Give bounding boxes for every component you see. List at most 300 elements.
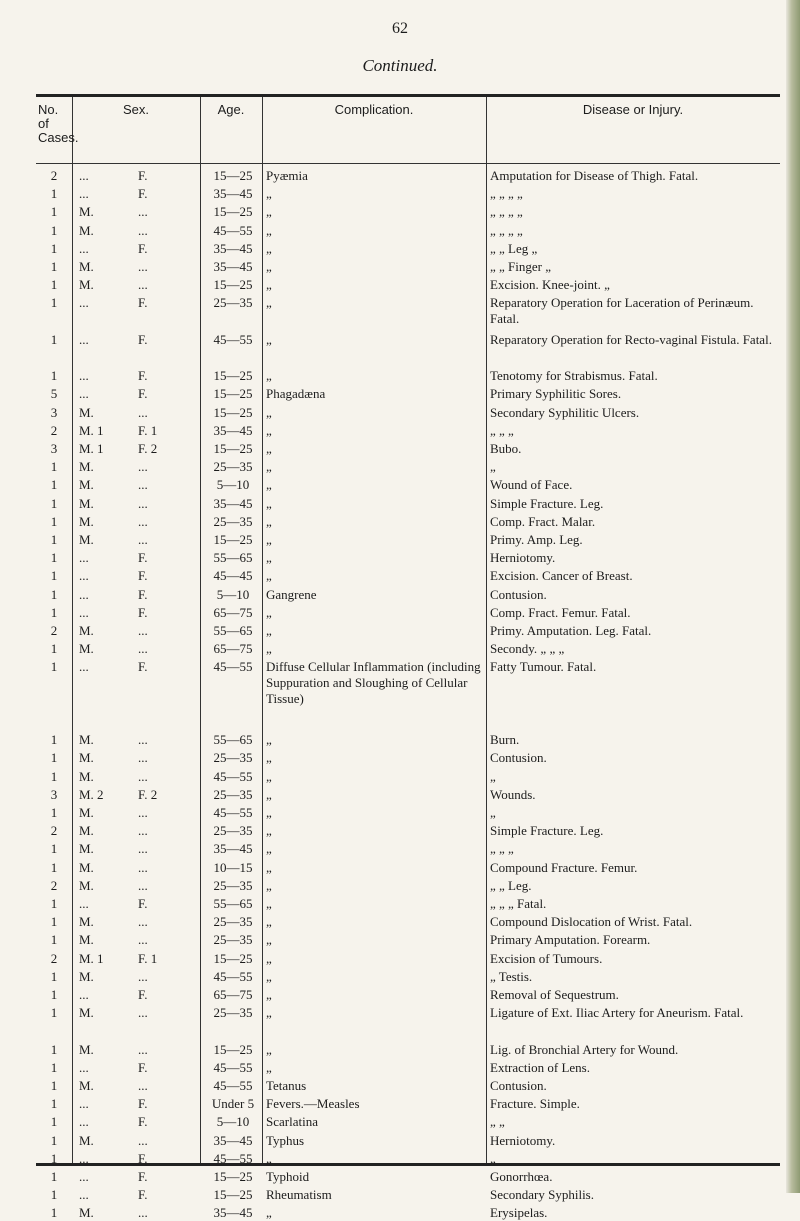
complication: Typhus: [266, 1132, 305, 1148]
sex-male: M.: [79, 841, 94, 857]
complication: „: [266, 732, 272, 748]
case-count: 1: [50, 987, 58, 1002]
table-row: [36, 587, 780, 603]
sex-male: ...: [79, 586, 89, 602]
disease-or-injury: Fracture. Simple.: [490, 1096, 580, 1112]
table-row: [36, 659, 780, 707]
table-row: [36, 459, 780, 475]
table-row: [36, 805, 780, 821]
case-count: 1: [50, 859, 58, 875]
case-count: 3: [50, 441, 58, 456]
table-row: [36, 514, 780, 530]
case-count: 1: [50, 550, 58, 566]
case-count: 1: [50, 513, 58, 529]
age-range: 35—45: [213, 1132, 253, 1148]
complication: „: [266, 404, 272, 420]
table-row: [36, 477, 780, 493]
header-no-of-cases: No. of Cases.: [38, 102, 79, 145]
complication: „: [266, 259, 272, 274]
cases-table: [36, 94, 780, 1221]
age-range: 15—25: [213, 1169, 253, 1184]
disease-or-injury: Primy. Amputation. Leg. Fatal.: [490, 623, 652, 638]
age-range: 35—45: [213, 422, 253, 438]
case-count: 1: [50, 1005, 58, 1021]
sex-female: ...: [138, 623, 148, 638]
sex-female: F.: [138, 168, 148, 183]
age-range: 65—75: [213, 641, 253, 657]
disease-or-injury: „ „ Leg.: [490, 877, 532, 893]
age-range: 15—25: [213, 532, 253, 547]
table-row: [36, 732, 780, 748]
complication: „: [266, 331, 272, 347]
sex-male: M. 1: [79, 950, 104, 966]
case-count: 1: [50, 805, 58, 820]
case-count: 1: [50, 459, 58, 475]
age-range: 55—65: [213, 550, 253, 566]
case-count: 1: [50, 495, 58, 511]
case-count: 1: [50, 477, 58, 493]
age-range: 15—25: [213, 950, 253, 966]
sex-female: ...: [138, 1041, 148, 1057]
age-range: 5—10: [216, 477, 250, 493]
sex-female: ...: [138, 877, 148, 893]
case-count: 2: [50, 623, 58, 638]
disease-or-injury: Primary Syphilitic Sores.: [490, 386, 622, 402]
table-row: [36, 1187, 780, 1203]
table-row: [36, 1060, 780, 1076]
sex-female: ...: [138, 404, 148, 420]
sex-female: ...: [138, 859, 148, 875]
age-range: 45—55: [213, 659, 253, 675]
sex-male: M.: [79, 823, 94, 839]
page-heading: Continued.: [362, 56, 438, 75]
sex-male: M.: [79, 222, 94, 238]
sex-male: ...: [79, 186, 89, 202]
disease-or-injury: Secondary Syphilis.: [490, 1187, 594, 1203]
age-range: 25—35: [213, 1005, 253, 1021]
complication: „: [266, 1205, 272, 1221]
complication: Rheumatism: [266, 1187, 332, 1203]
table-row: [36, 1096, 780, 1112]
sex-male: M.: [79, 877, 94, 893]
complication: „: [266, 459, 272, 475]
case-count: 1: [50, 568, 58, 584]
sex-female: ...: [138, 277, 148, 293]
disease-or-injury: Wound of Face.: [490, 477, 573, 493]
table-row: [36, 1042, 780, 1058]
sex-male: ...: [79, 1150, 89, 1166]
sex-male: M.: [79, 932, 94, 948]
sex-male: M.: [79, 1205, 94, 1221]
case-count: 1: [50, 1041, 58, 1057]
sex-male: M.: [79, 914, 94, 930]
sex-male: M.: [79, 277, 94, 293]
age-range: 25—35: [213, 877, 253, 893]
age-range: 15—25: [213, 204, 253, 220]
table-row: [36, 259, 780, 275]
sex-female: F.: [138, 1150, 148, 1166]
case-count: 1: [50, 1132, 58, 1148]
sex-female: F.: [138, 1187, 148, 1203]
complication: „: [266, 568, 272, 584]
sex-male: M.: [79, 859, 94, 875]
table-row: [36, 605, 780, 621]
complication: „: [266, 222, 272, 238]
table-row: [36, 405, 780, 421]
disease-or-injury: Excision. Knee-joint. „: [490, 277, 610, 293]
disease-or-injury: Ligature of Ext. Iliac Artery for Aneurism. Fatal.: [490, 1005, 744, 1021]
case-count: 2: [50, 422, 58, 438]
table-row: [36, 368, 780, 384]
disease-or-injury: Compound Fracture. Femur.: [490, 859, 638, 875]
sex-male: ...: [79, 168, 89, 183]
sex-female: F. 1: [138, 950, 158, 966]
case-count: 1: [50, 750, 58, 766]
age-range: 15—25: [213, 1041, 253, 1057]
complication: Tetanus: [266, 1078, 307, 1093]
table-row: [36, 841, 780, 857]
age-range: 35—45: [213, 841, 253, 857]
complication: Typhoid: [266, 1169, 310, 1184]
sex-female: ...: [138, 768, 148, 784]
disease-or-injury: Compound Dislocation of Wrist. Fatal.: [490, 914, 693, 930]
age-range: 35—45: [213, 240, 253, 256]
sex-male: M.: [79, 641, 94, 657]
disease-or-injury: Tenotomy for Strabismus. Fatal.: [490, 368, 658, 384]
disease-or-injury: Extraction of Lens.: [490, 1059, 590, 1075]
sex-female: F.: [138, 604, 148, 620]
age-range: 45—55: [213, 968, 253, 984]
sex-female: ...: [138, 477, 148, 493]
sex-female: ...: [138, 222, 148, 238]
case-count: 1: [50, 968, 58, 984]
sex-female: F. 1: [138, 422, 158, 438]
age-range: 45—55: [213, 768, 253, 784]
sex-female: ...: [138, 532, 148, 547]
header-disease: Disease or Injury.: [582, 102, 684, 117]
sex-female: F.: [138, 186, 148, 202]
age-range: 25—35: [213, 459, 253, 475]
age-range: 25—35: [213, 786, 253, 802]
age-range: 45—55: [213, 1150, 253, 1166]
case-count: 1: [50, 768, 58, 784]
sex-female: F. 2: [138, 786, 158, 802]
disease-or-injury: Comp. Fract. Malar.: [490, 513, 596, 529]
sex-female: ...: [138, 459, 148, 475]
table-row: [36, 1078, 780, 1094]
table-row: [36, 1169, 780, 1185]
scan-edge: [786, 0, 800, 1193]
sex-male: M.: [79, 732, 94, 748]
sex-female: F.: [138, 1114, 148, 1130]
age-range: 25—35: [213, 513, 253, 529]
table-row: [36, 623, 780, 639]
sex-male: ...: [79, 240, 89, 256]
disease-or-injury: „ „ „ „: [490, 222, 523, 238]
case-count: 1: [50, 641, 58, 657]
table-row: [36, 568, 780, 584]
complication: „: [266, 240, 272, 256]
complication: „: [266, 513, 272, 529]
table-row: [36, 914, 780, 930]
sex-male: M.: [79, 459, 94, 475]
age-range: 25—35: [213, 295, 253, 311]
sex-male: M.: [79, 768, 94, 784]
complication: „: [266, 204, 272, 220]
disease-or-injury: Secondary Syphilitic Ulcers.: [490, 404, 640, 420]
case-count: 1: [50, 1114, 58, 1130]
disease-or-injury: „ „ „: [490, 422, 514, 438]
sex-female: F.: [138, 896, 148, 911]
disease-or-injury: „ Testis.: [490, 968, 533, 984]
case-count: 2: [50, 877, 58, 893]
table-row: [36, 860, 780, 876]
sex-female: ...: [138, 932, 148, 948]
age-range: 15—25: [213, 441, 253, 456]
sex-male: M.: [79, 968, 94, 984]
sex-female: ...: [138, 495, 148, 511]
header-sex: Sex.: [122, 102, 149, 117]
complication: „: [266, 768, 272, 784]
sex-male: ...: [79, 568, 89, 584]
sex-female: ...: [138, 641, 148, 657]
complication: „: [266, 277, 272, 293]
sex-male: M.: [79, 259, 94, 274]
complication: „: [266, 987, 272, 1002]
age-range: 35—45: [213, 186, 253, 202]
complication: „: [266, 750, 272, 766]
complication: „: [266, 968, 272, 984]
disease-or-injury: Excision of Tumours.: [490, 950, 603, 966]
sex-male: M.: [79, 1005, 94, 1021]
disease-or-injury: Herniotomy.: [490, 550, 556, 566]
complication: Gangrene: [266, 586, 317, 602]
sex-male: M. 1: [79, 422, 104, 438]
disease-or-injury: Comp. Fract. Femur. Fatal.: [490, 604, 631, 620]
age-range: 15—25: [213, 404, 253, 420]
case-count: 1: [50, 1150, 58, 1166]
sex-male: ...: [79, 987, 89, 1002]
case-count: 5: [50, 386, 58, 402]
sex-male: ...: [79, 1187, 89, 1203]
sex-female: ...: [138, 968, 148, 984]
age-range: 35—45: [213, 1205, 253, 1221]
case-count: 1: [50, 914, 58, 930]
sex-female: ...: [138, 1205, 148, 1221]
case-count: 1: [50, 1078, 58, 1093]
sex-female: ...: [138, 1078, 148, 1093]
page-number: 62: [392, 20, 408, 37]
sex-female: ...: [138, 805, 148, 820]
table-row: [36, 969, 780, 985]
disease-or-injury: Primary Amputation. Forearm.: [490, 932, 651, 948]
complication: „: [266, 805, 272, 820]
disease-or-injury: Removal of Sequestrum.: [490, 987, 619, 1002]
case-count: 2: [50, 950, 58, 966]
table-row: [36, 423, 780, 439]
disease-or-injury: Amputation for Disease of Thigh. Fatal.: [490, 168, 699, 183]
sex-female: F.: [138, 659, 148, 675]
case-count: 1: [50, 222, 58, 238]
case-count: 1: [50, 1187, 58, 1203]
complication: Pyæmia: [266, 168, 308, 183]
table-row: [36, 641, 780, 657]
sex-male: M.: [79, 532, 94, 547]
complication: „: [266, 441, 272, 456]
complication: „: [266, 186, 272, 202]
case-count: 1: [50, 532, 58, 547]
case-count: 1: [50, 586, 58, 602]
case-count: 2: [50, 168, 58, 183]
complication: „: [266, 604, 272, 620]
case-count: 1: [50, 1205, 58, 1221]
disease-or-injury: „: [490, 768, 496, 784]
complication: „: [266, 641, 272, 657]
table-row: [36, 823, 780, 839]
complication: „: [266, 1059, 272, 1075]
case-count: 1: [50, 1059, 58, 1075]
disease-or-injury: Primy. Amp. Leg.: [490, 532, 583, 547]
sex-female: F.: [138, 240, 148, 256]
age-range: 55—65: [213, 896, 253, 911]
header-rule: [36, 163, 780, 164]
age-range: 15—25: [213, 277, 253, 293]
age-range: Under 5: [211, 1096, 255, 1112]
case-count: 1: [50, 604, 58, 620]
complication: Scarlatina: [266, 1114, 318, 1130]
age-range: 65—75: [213, 987, 253, 1002]
complication: „: [266, 495, 272, 511]
case-count: 1: [50, 186, 58, 202]
disease-or-injury: Reparatory Operation for Recto-vaginal Fistula. Fatal.: [490, 331, 772, 347]
complication: „: [266, 950, 272, 966]
complication: „: [266, 859, 272, 875]
complication: „: [266, 877, 272, 893]
sex-male: ...: [79, 1059, 89, 1075]
sex-male: ...: [79, 659, 89, 675]
case-count: 1: [50, 932, 58, 948]
table-row: [36, 951, 780, 967]
complication: „: [266, 477, 272, 493]
case-count: 1: [50, 259, 58, 274]
age-range: 15—25: [213, 368, 253, 384]
sex-male: M.: [79, 204, 94, 220]
sex-female: F.: [138, 987, 148, 1002]
age-range: 55—65: [213, 623, 253, 638]
complication: „: [266, 786, 272, 802]
sex-male: ...: [79, 331, 89, 347]
table-row: [36, 532, 780, 548]
disease-or-injury: Gonorrhœa.: [490, 1169, 553, 1184]
sex-male: M.: [79, 404, 94, 420]
age-range: 5—10: [216, 1114, 250, 1130]
disease-or-injury: Burn.: [490, 732, 520, 748]
disease-or-injury: Contusion.: [490, 1078, 547, 1093]
table-row: [36, 1205, 780, 1221]
complication: „: [266, 932, 272, 948]
sex-female: ...: [138, 914, 148, 930]
complication: „: [266, 896, 272, 911]
age-range: 45—55: [213, 1059, 253, 1075]
sex-male: M. 1: [79, 441, 104, 456]
sex-male: ...: [79, 295, 89, 311]
case-count: 1: [50, 295, 58, 311]
sex-female: F.: [138, 368, 148, 384]
sex-male: ...: [79, 368, 89, 384]
age-range: 35—45: [213, 259, 253, 274]
table-row: [36, 241, 780, 257]
disease-or-injury: „ „ „: [490, 841, 514, 857]
age-range: 45—55: [213, 805, 253, 820]
sex-female: ...: [138, 732, 148, 748]
complication: „: [266, 623, 272, 638]
case-count: 1: [50, 732, 58, 748]
disease-or-injury: Contusion.: [490, 750, 547, 766]
table-row: [36, 186, 780, 202]
sex-male: M.: [79, 1132, 94, 1148]
table-row: [36, 750, 780, 766]
complication: „: [266, 823, 272, 839]
sex-male: ...: [79, 550, 89, 566]
sex-female: F.: [138, 1059, 148, 1075]
table-row: [36, 496, 780, 512]
case-count: 1: [50, 277, 58, 293]
disease-or-injury: Simple Fracture. Leg.: [490, 823, 604, 839]
sex-female: ...: [138, 513, 148, 529]
disease-or-injury: „ „ Finger „: [490, 259, 552, 274]
sex-male: M.: [79, 1078, 94, 1093]
sex-female: ...: [138, 204, 148, 220]
disease-or-injury: „ „ „ „: [490, 186, 523, 202]
disease-or-injury: „ „ „ Fatal.: [490, 896, 547, 911]
case-count: 3: [50, 404, 58, 420]
sex-male: M. 2: [79, 786, 104, 802]
table-row: [36, 1133, 780, 1149]
age-range: 25—35: [213, 823, 253, 839]
sex-male: M.: [79, 750, 94, 766]
table-row: [36, 896, 780, 912]
table-row: [36, 204, 780, 220]
sex-male: M.: [79, 477, 94, 493]
sex-female: F.: [138, 295, 148, 311]
sex-female: F.: [138, 1169, 148, 1184]
age-range: 25—35: [213, 750, 253, 766]
sex-male: M.: [79, 495, 94, 511]
complication: „: [266, 1150, 272, 1166]
header-complication: Complication.: [334, 102, 414, 117]
case-count: 1: [50, 240, 58, 256]
sex-male: ...: [79, 1169, 89, 1184]
disease-or-injury: Bubo.: [490, 441, 522, 456]
age-range: 65—75: [213, 604, 253, 620]
table-row: [36, 1114, 780, 1130]
sex-female: ...: [138, 259, 148, 274]
case-count: 1: [50, 841, 58, 857]
disease-or-injury: „: [490, 459, 496, 475]
disease-or-injury: Reparatory Operation for Laceration of Perinæum. Fatal.: [490, 295, 754, 327]
age-range: 55—65: [213, 732, 253, 748]
case-count: 1: [50, 331, 58, 347]
disease-or-injury: „ „ „ „: [490, 204, 523, 220]
table-row: [36, 277, 780, 293]
complication: „: [266, 550, 272, 566]
sex-male: M.: [79, 513, 94, 529]
age-range: 15—25: [213, 168, 253, 183]
table-row: [36, 441, 780, 457]
table-row: [36, 332, 780, 348]
complication: „: [266, 1005, 272, 1021]
age-range: 45—55: [213, 222, 253, 238]
